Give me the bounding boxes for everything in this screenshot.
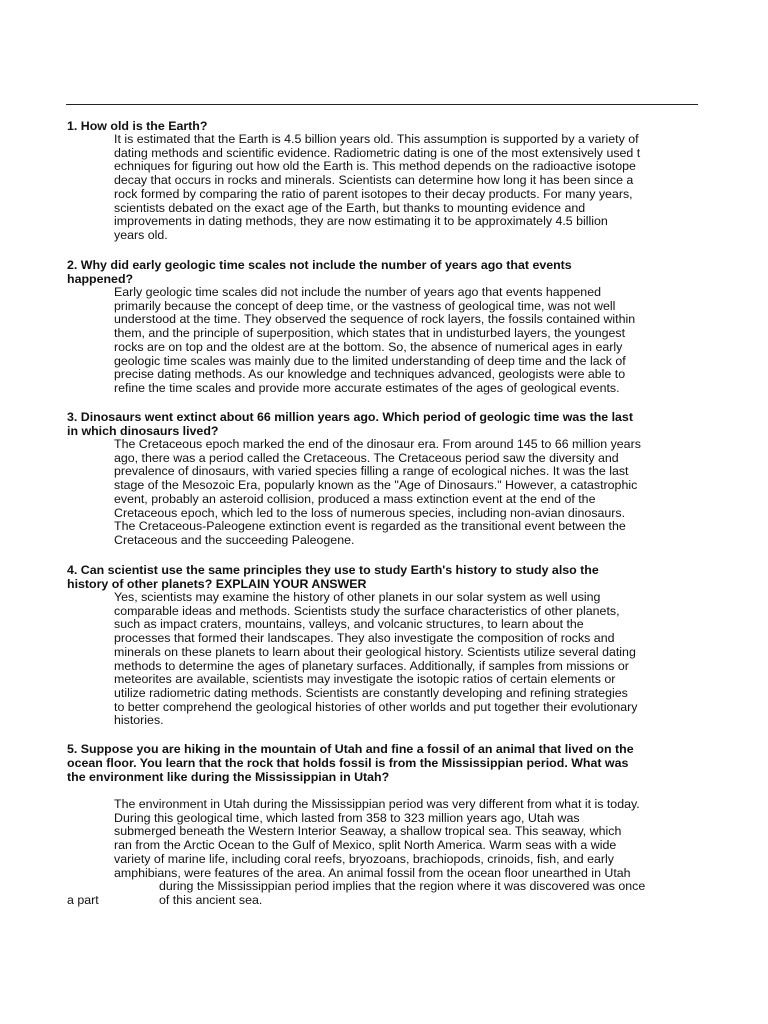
question-block-2 (67, 258, 707, 396)
answer-5: The environment in Utah during the Mississippian period was very different from what it is today. During this geological time, which lasted from 358 to 323 million years ago, Utah was submerged beneath the Western Interior Seaway, a shallow tropical sea. This seaway, which ran from the Arctic Ocean to the Gulf of Mexico, split North America. Warm seas with a wide variety of marine life, including coral reefs, bryozoans, brachiopods, crinoids, fish, and early amphibians, were features of the area. An animal fossil from the ocean floor unearthed in Utah (114, 797, 640, 880)
answer-2: Early geologic time scales did not include the number of years ago that events happened primarily because the concept of deep time, or the vastness of geological time, was not well understood at the time. They observed the sequence of rock layers, the fossils contained within them, and the principle of superposition, which states that in undisturbed layers, the youngest rocks are on top and the oldest are at the bottom. So, the absence of numerical ages in early geologic time scales was mainly due to the limited understanding of deep time and the lack of precise dating methods. As our knowledge and techniques advanced, geologists were able to refine the time scales and provide more accurate estimates of the ages of geological events. (114, 285, 636, 395)
question-block-1 (67, 119, 707, 243)
answer-4: Yes, scientists may examine the history of other planets in our solar system as well using comparable ideas and methods. Scientists study the surface characteristics of other planets, such as impact craters, mountains, valleys, and volcanic structures, to learn about the processes that formed their landscapes. They also investigate the composition of rocks and minerals on these planets to learn about their geological history. Scientists utilize several dating methods to determine the ages of planetary surfaces. Additionally, if samples from missions or meteorites are available, scientists may investigate the isotopic ratios of certain elements or utilize radiometric dating methods. Scientists are constantly developing and refining strategies to better comprehend the geological histories of other worlds and put together their evolutionary histories. (114, 590, 638, 728)
question-4: 4. Can scientist use the same principles they use to study Earth's history to study also the history of other planets? EXPLAIN YOUR ANSWER (67, 563, 599, 591)
question-2: 2. Why did early geologic time scales not include the number of years ago that events happened? (67, 258, 572, 286)
question-block-3 (67, 410, 707, 548)
answer-3: The Cretaceous epoch marked the end of the dinosaur era. From around 145 to 66 million years ago, there was a period called the Cretaceous. The Cretaceous period saw the diversity and prevalence of dinosaurs, with varied species filling a range of ecological niches. It was the last stage of the Mesozoic Era, popularly known as the "Age of Dinosaurs." However, a catastrophic event, probably an asteroid collision, produced a mass extinction event at the end of the Cretaceous epoch, which led to the loss of numerous species, including non-avian dinosaurs. The Cretaceous-Paleogene extinction event is regarded as the transitional event between the Cretaceous and the succeeding Paleogene. (114, 437, 641, 547)
answer-5-tail-line-2a: a part (67, 893, 99, 907)
header-rule (66, 104, 698, 105)
question-1: 1. How old is the Earth? (67, 119, 208, 133)
question-3: 3. Dinosaurs went extinct about 66 million years ago. Which period of geologic time was the last in which dinosaurs lived? (67, 410, 633, 438)
answer-5-tail-line-2b: of this ancient sea. (159, 893, 263, 907)
answer-5-tail-line-1: during the Mississippian period implies that the region where it was discovered was once (159, 879, 646, 893)
question-block-5 (67, 742, 707, 880)
question-block-4 (67, 563, 707, 728)
question-5: 5. Suppose you are hiking in the mountain of Utah and fine a fossil of an animal that lived on the ocean floor. You learn that the rock that holds fossil is from the Mississippian period. What was the environment like during the Mississippian in Utah? (67, 742, 634, 784)
answer-1: It is estimated that the Earth is 4.5 billion years old. This assumption is supported by a variety of dating methods and scientific evidence. Radiometric dating is one of the most extensively used t echniques for figuring out how old the Earth is. This method depends on the radioactive isotope decay that occurs in rocks and minerals. Scientists can determine how long it has been since a rock formed by comparing the ratio of parent isotopes to their decay products. For many years, scientists debated on the exact age of the Earth, but thanks to mounting evidence and improvements in dating methods, they are now estimating it to be approximately 4.5 billion years old. (114, 132, 641, 242)
